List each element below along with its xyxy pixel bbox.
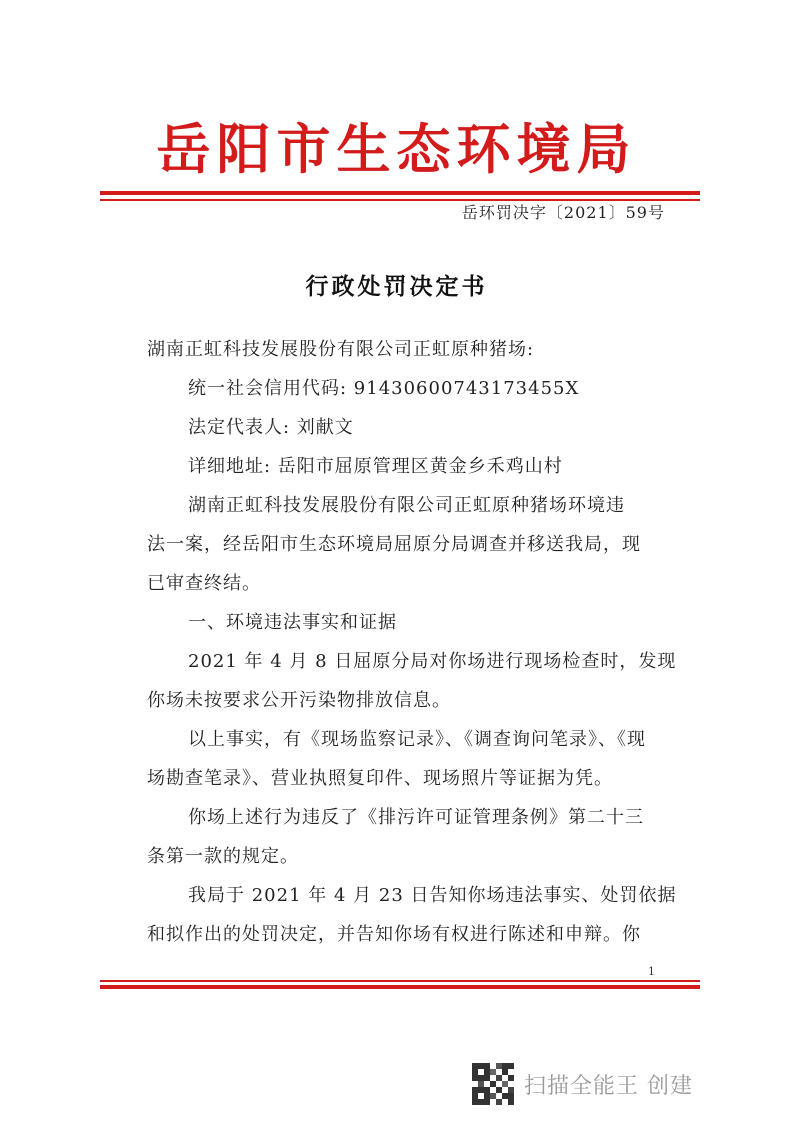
body-line: 你场上述行为违反了《排污许可证管理条例》第二十三 [188,807,644,828]
addressee-line: 湖南正虹科技发展股份有限公司正虹原种猪场: [147,339,535,360]
footer-rule-thick [100,985,700,989]
body-line: 法一案，经岳阳市生态环境局屈原分局调查并移送我局，现 [147,534,641,555]
qr-code-icon [472,1063,514,1105]
body-line: 和拟作出的处罚决定，并告知你场有权进行陈述和申辩。你 [147,924,641,945]
address-line: 详细地址: 岳阳市屈原管理区黄金乡禾鸡山村 [188,456,563,477]
body-line: 已审查终结。 [147,573,261,594]
body-line: 以上事实，有《现场监察记录》、《调查询问笔录》、《现 [188,729,646,750]
body-line: 我局于 2021 年 4 月 23 日告知你场违法事实、处罚依据 [188,885,677,906]
body-line: 湖南正虹科技发展股份有限公司正虹原种猪场环境违 [188,495,625,516]
body-line: 场勘查笔录》、营业执照复印件、现场照片等证据为凭。 [147,768,613,789]
section-heading: 一、环境违法事实和证据 [188,612,397,633]
body-line: 你场未按要求公开污染物排放信息。 [147,690,451,711]
document-title: 行政处罚决定书 [305,273,488,300]
credit-code-line: 统一社会信用代码: 91430600743173455X [188,378,580,399]
header-rule-thick [100,191,700,195]
legal-representative-line: 法定代表人: 刘献文 [188,417,354,438]
page-number: 1 [648,965,655,978]
agency-letterhead: 岳阳市生态环境局 [156,118,637,181]
footer-rule-thin [100,980,700,982]
document-number: 岳环罚决字〔2021〕59号 [461,203,665,222]
body-line: 2021 年 4 月 8 日屈原分局对你场进行现场检查时，发现 [188,651,677,672]
scanner-watermark [472,1063,693,1105]
body-line: 条第一款的规定。 [147,846,299,867]
watermark-text: 扫描全能王 创建 [524,1073,693,1099]
